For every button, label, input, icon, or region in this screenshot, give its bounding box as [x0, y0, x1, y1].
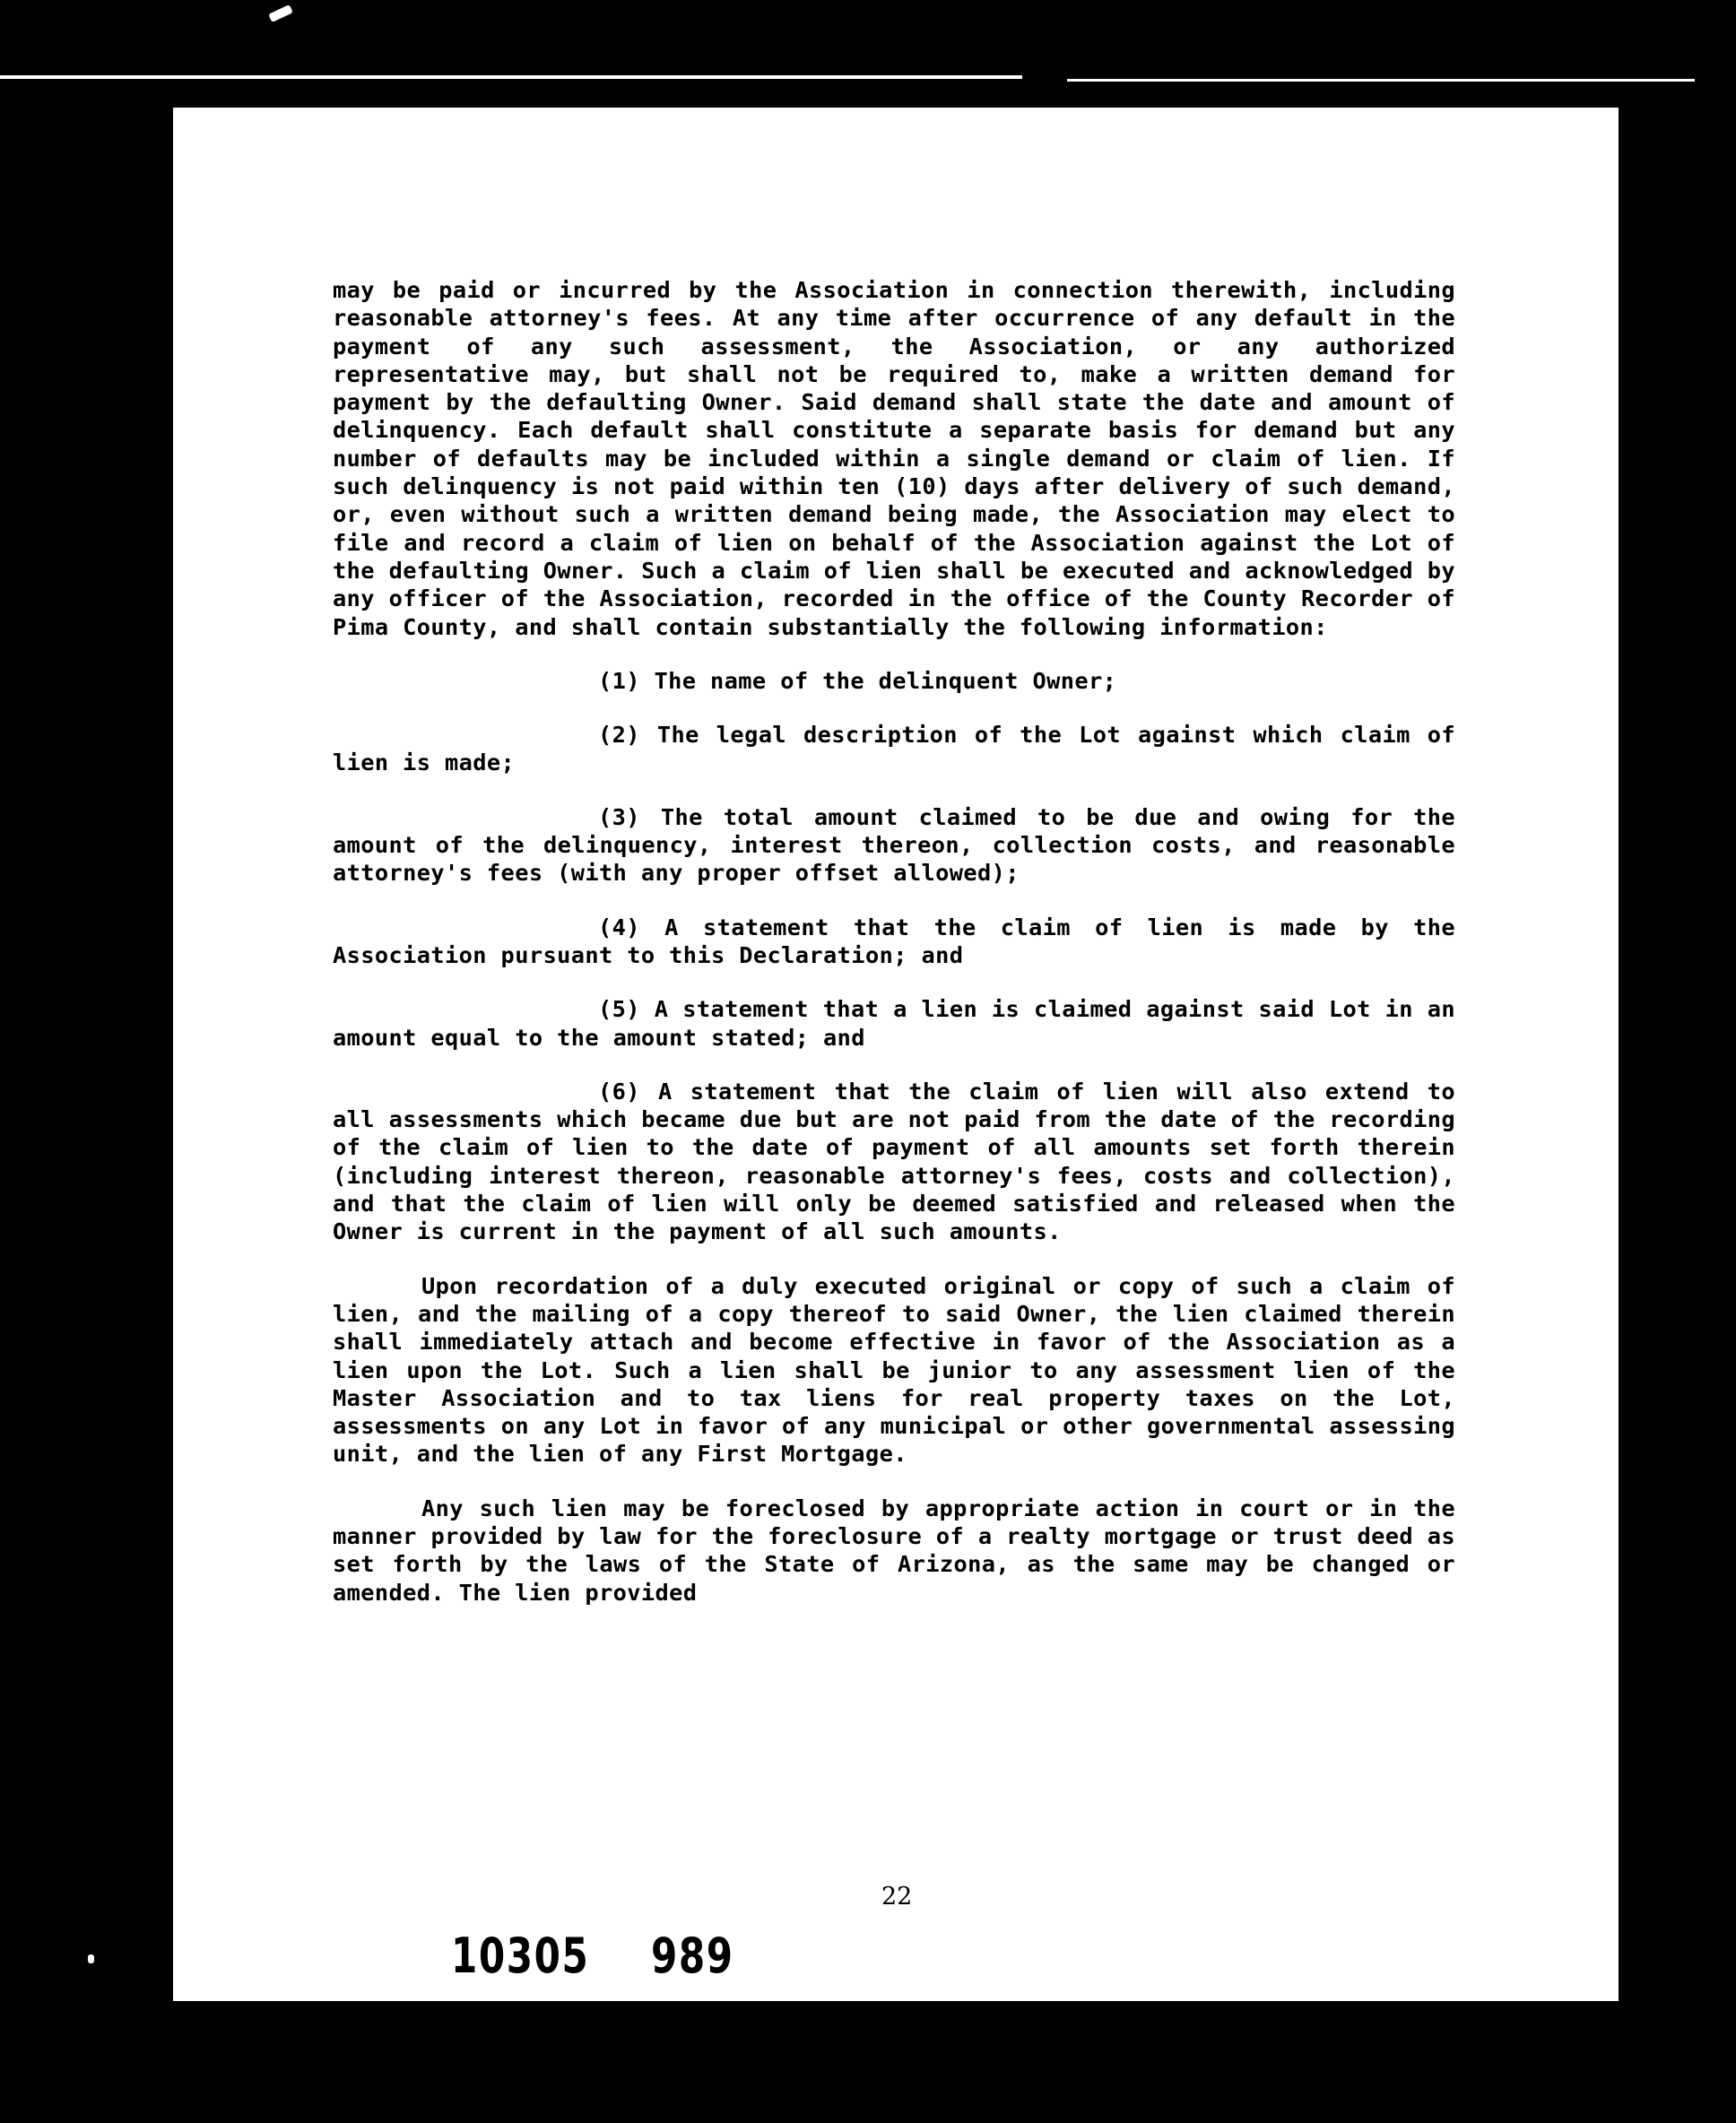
paragraph-foreclosure: Any such lien may be foreclosed by appropriate action in court or in the manner provided by law for the foreclosure of a realty mortgage or trust deed as set forth by the laws of the State of Arizona, as the same may be changed or amended. The lien provided — [333, 1495, 1455, 1606]
scan-artifact-dot — [88, 1954, 94, 1963]
list-item-1: (1) The name of the delinquent Owner; — [598, 667, 1117, 694]
list-item-5: (5) A statement that a lien is claimed against said Lot in an amount equal to the amount stated; and — [333, 996, 1455, 1051]
list-item-2: (2) The legal description of the Lot against which claim of lien is made; — [333, 722, 1455, 776]
recording-page: 989 — [650, 1928, 734, 1984]
document-body — [333, 276, 1455, 1607]
scan-artifact-line — [0, 75, 1022, 79]
page-number: 22 — [881, 1883, 913, 1911]
document-page — [173, 108, 1619, 2001]
scan-artifact-line — [1067, 79, 1695, 82]
list-item-3: (3) The total amount claimed to be due and owing for the amount of the delinquency, interest thereon, collection costs, and reasonable attorney's fees (with any proper offset allowed); — [333, 803, 1455, 887]
list-item-6: (6) A statement that the claim of lien will also extend to all assessments which became due but are not paid from the date of the recording of the claim of lien to the date of payment of all amounts set forth therein (including interest thereon, reasonable attorney's fees, costs and collection), and that the claim of lien will only be deemed satisfied and released when the Owner is current in the payment of all such amounts. — [333, 1078, 1455, 1245]
paragraph-continued: may be paid or incurred by the Association in connection therewith, including reasonable attorney's fees. At any time after occurrence of any default in the payment of any such assessment, the Association, or any authorized representative may, but shall not be required to, make a written demand for payment by the defaulting Owner. Said demand shall state the date and amount of delinquency. Each default shall constitute a separate basis for demand but any number of defaults may be included within a single demand or claim of lien. If such delinquency is not paid within ten (10) days after delivery of such demand, or, even without such a written demand being made, the Association may elect to file and record a claim of lien on behalf of the Association against the Lot of the defaulting Owner. Such a claim of lien shall be executed and acknowledged by any officer of the Association, recorded in the office of the County Recorder of Pima County, and shall contain substantially the following information: — [333, 277, 1455, 640]
paragraph-recordation: Upon recordation of a duly executed original or copy of such a claim of lien, and the mailing of a copy thereof to said Owner, the lien claimed therein shall immediately attach and become effective in favor of the Association as a lien upon the Lot. Such a lien shall be junior to any assessment lien of the Master Association and to tax liens for real property taxes on the Lot, assessments on any Lot in favor of any municipal or other governmental assessing unit, and the lien of any First Mortgage. — [333, 1272, 1455, 1468]
recording-docket: 10305 — [451, 1928, 590, 1984]
list-item-4: (4) A statement that the claim of lien is made by the Association pursuant to this Declaration; and — [333, 914, 1455, 968]
recording-number — [451, 1928, 734, 1984]
scan-artifact-mark — [268, 4, 293, 22]
